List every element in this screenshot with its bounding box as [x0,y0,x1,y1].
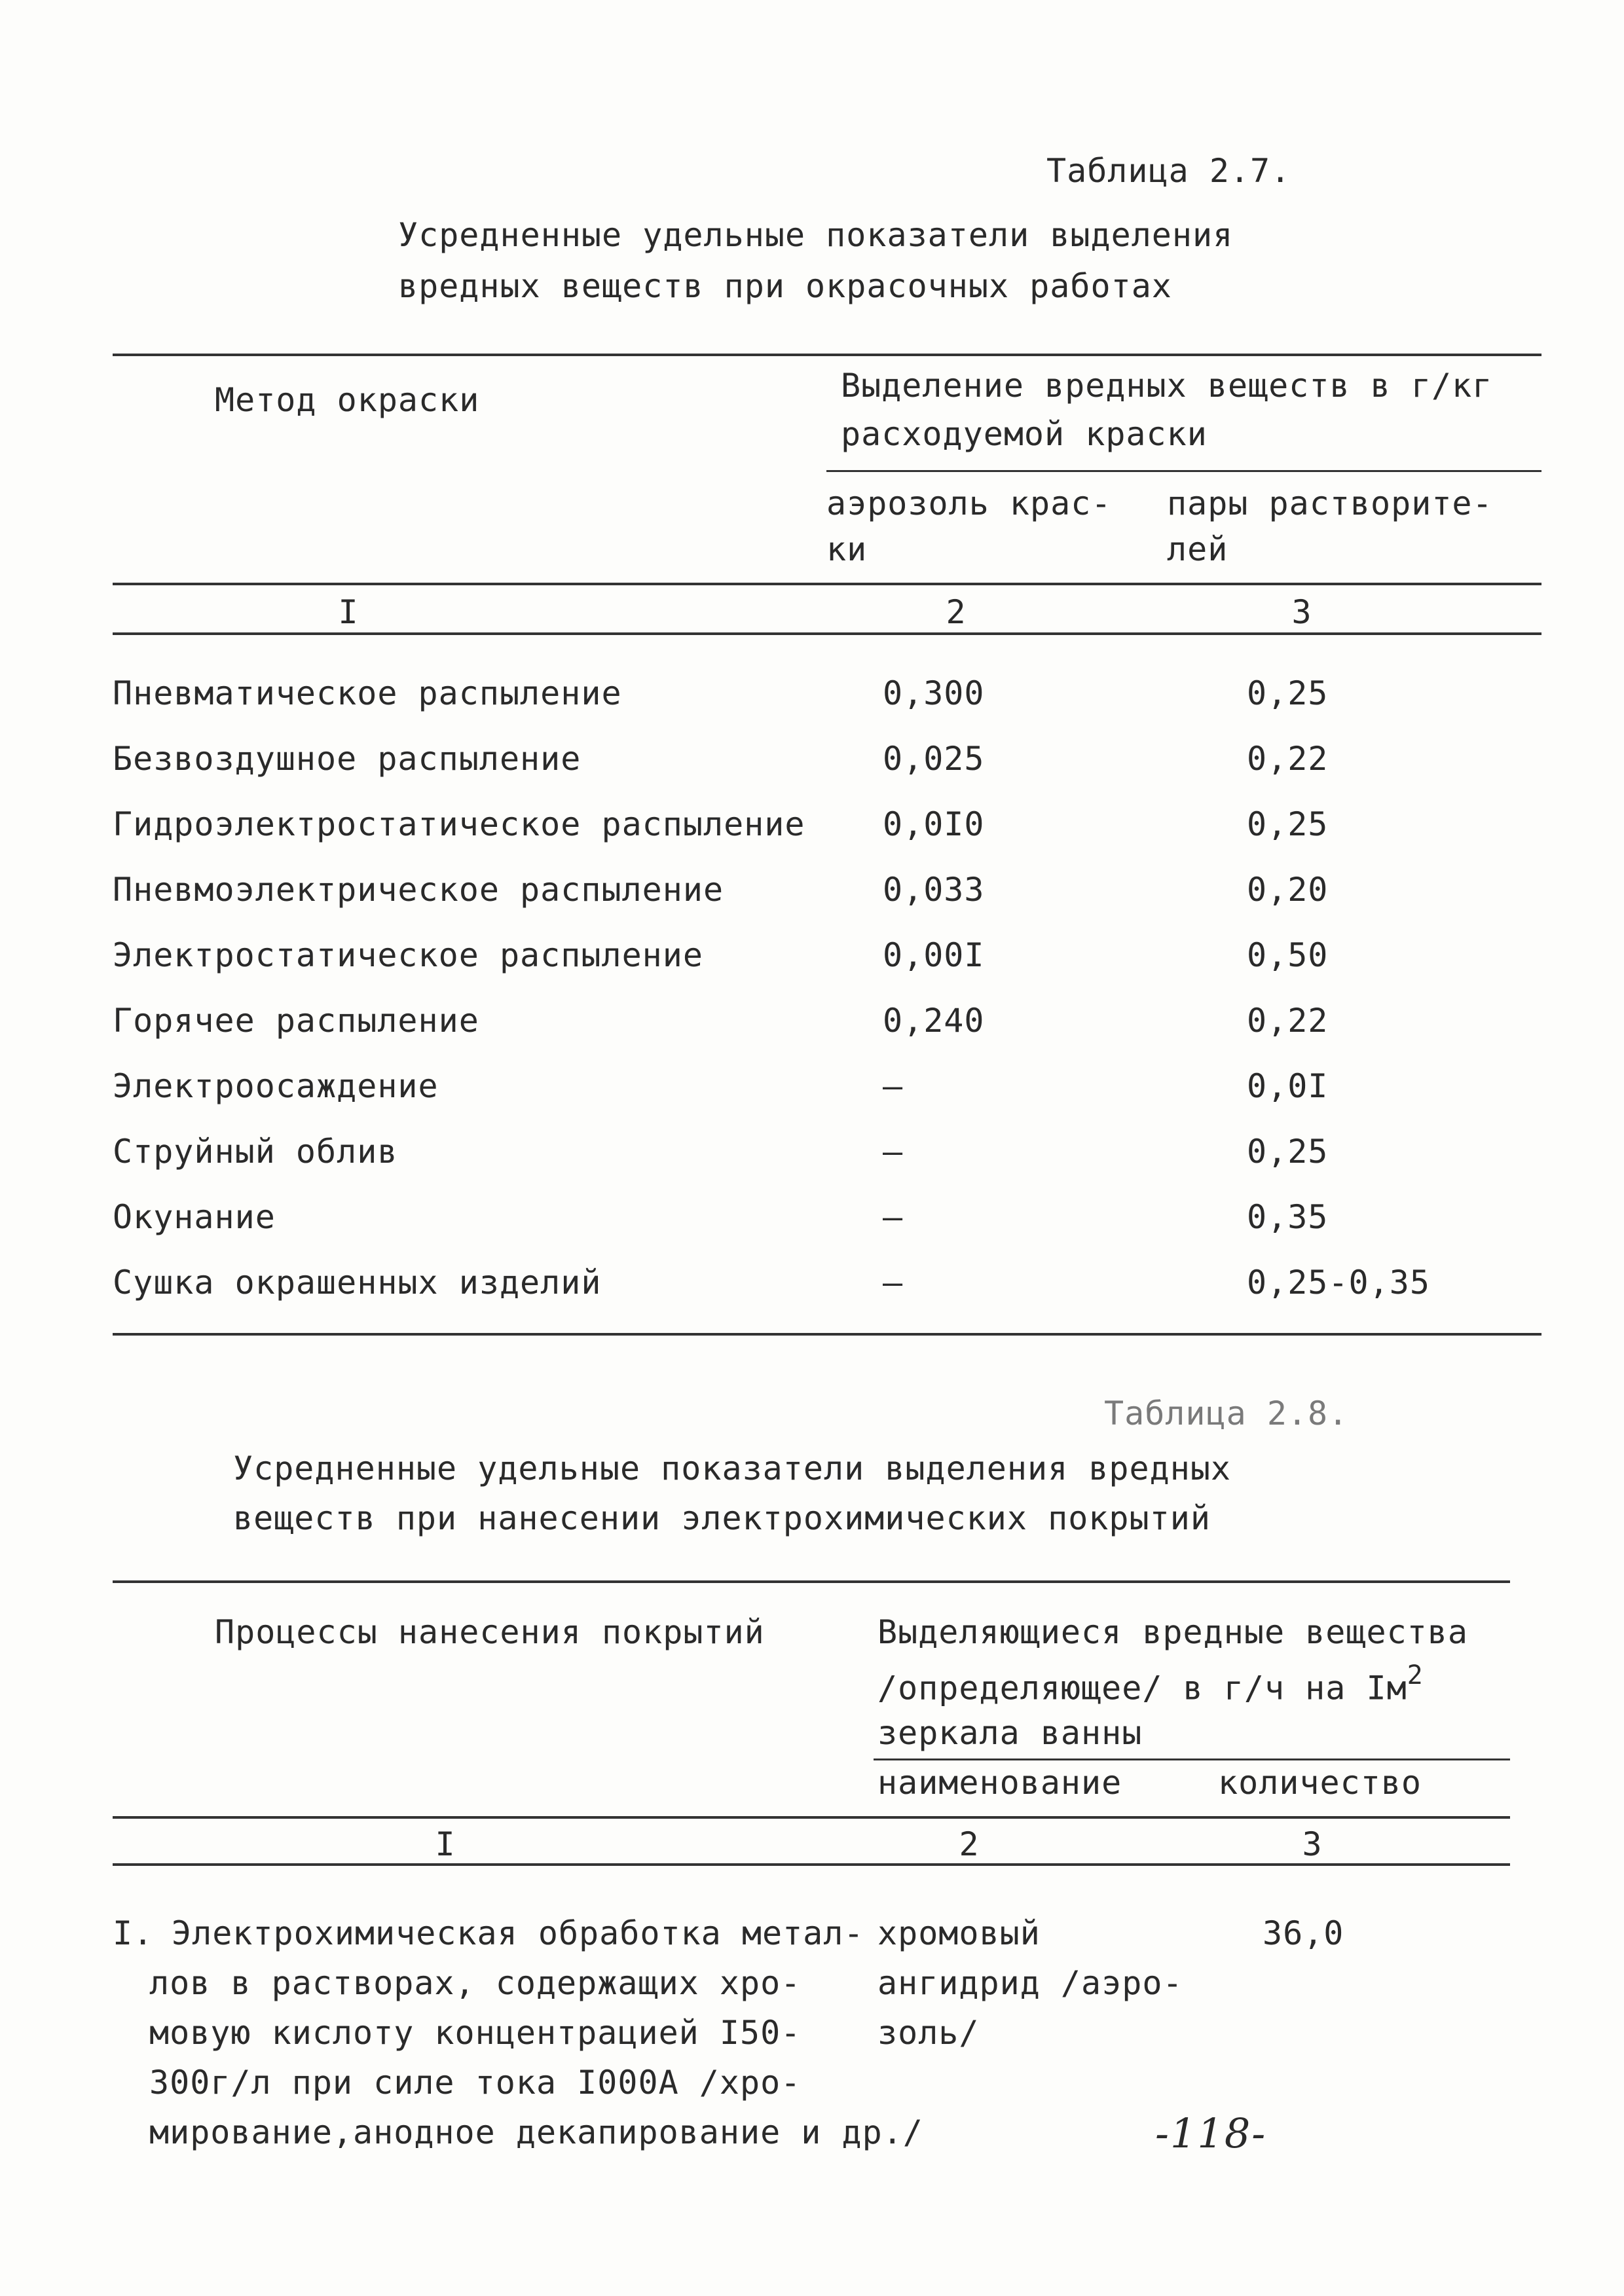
table1-row-method: Струйный облив [113,1133,398,1171]
table2-header-group-line1: Выделяющиеся вредные вещества [877,1613,1468,1651]
table2-header-group-line3: зеркала ванны [877,1714,1143,1752]
table2-col-num-2: 2 [959,1825,980,1863]
table2-header-group-sup: 2 [1407,1660,1424,1690]
table2-title-line2: веществ при нанесении электрохимических покрытий [233,1499,1211,1537]
table1-header-aerosol-line1: аэрозоль крас- [826,484,1112,522]
table2-col-num-1: I [435,1825,456,1863]
table1-row-vapor: 0,35 [1247,1198,1329,1236]
table1-bottom-rule [113,1333,1541,1336]
table2-header-group-line2 [877,1660,1424,1707]
table1-subheader-rule [826,470,1541,472]
table1-row-vapor: 0,25 [1247,1133,1329,1171]
table2-title-line1: Усредненные удельные показатели выделения вредных [233,1449,1232,1487]
table2-row-process-line4: 300г/л при силе тока I000А /хро- [149,2064,802,2102]
table1-header-aerosol-line2: ки [826,530,868,568]
table1-row-vapor: 0,25 [1247,805,1329,843]
table1-row-aerosol: 0,033 [883,871,985,909]
table1-row-vapor: 0,0I [1247,1067,1329,1105]
table1-row-method: Электроосаждение [113,1067,439,1105]
table2-row-process-line2: лов в растворах, содержащих хро- [149,1964,802,2002]
table2-row-amount: 36,0 [1263,1914,1344,1952]
table1-row-aerosol: – [883,1067,904,1105]
table2-label: Таблица 2.8. [1104,1394,1349,1432]
table1-row-method: Окунание [113,1198,276,1236]
table1-row-vapor: 0,25-0,35 [1247,1264,1430,1302]
table2-row-substance-line1: хромовый [877,1914,1041,1952]
table1-row-aerosol: 0,00I [883,936,985,974]
table1-row-method: Сушка окрашенных изделий [113,1264,602,1302]
table1-numbers-rule [113,632,1541,635]
table1-row-method: Гидроэлектростатическое распыление [113,805,805,843]
table1-label: Таблица 2.7. [1046,152,1291,190]
table2-header-group-text: /определяющее/ в г/ч на Iм [877,1669,1407,1707]
table1-row-aerosol: 0,025 [883,740,985,778]
table1-col-num-3: 3 [1291,593,1312,631]
table1-row-vapor: 0,25 [1247,674,1329,712]
table1-row-vapor: 0,20 [1247,871,1329,909]
table1-row-aerosol: 0,300 [883,674,985,712]
table1-col-num-1: I [338,593,359,631]
table1-header-rule [113,583,1541,585]
page-number: -118- [1155,2109,1267,2157]
table1-col-num-2: 2 [946,593,967,631]
table1-row-aerosol: 0,0I0 [883,805,985,843]
table1-row-method: Пневмоэлектрическое распыление [113,871,724,909]
table1-header-vapor-line2: лей [1167,530,1228,568]
table1-row-aerosol: – [883,1133,904,1171]
table1-title-line1: Усредненные удельные показатели выделения [398,216,1234,254]
table1-row-method: Безвоздушное распыление [113,740,581,778]
table1-row-method: Пневматическое распыление [113,674,622,712]
table2-row-substance-line2: ангидрид /аэро- [877,1964,1183,2002]
table1-row-vapor: 0,22 [1247,740,1329,778]
table2-row-process-line5: мирование,анодное декапирование и др./ [149,2113,923,2151]
table1-title-line2: вредных веществ при окрасочных работах [398,267,1172,305]
table1-row-method: Электростатическое распыление [113,936,703,974]
table1-row-aerosol: – [883,1264,904,1302]
table1-header-group-line2: расходуемой краски [841,415,1208,453]
table2-header-name: наименование [877,1764,1122,1802]
table1-row-method: Горячее распыление [113,1002,479,1040]
table2-subheader-rule [874,1758,1510,1760]
table1-header-group-line1: Выделение вредных веществ в г/кг [841,367,1493,405]
table1-row-vapor: 0,50 [1247,936,1329,974]
table2-row-substance-line3: золь/ [877,2014,980,2052]
table1-row-vapor: 0,22 [1247,1002,1329,1040]
table2-row-process-line1: Электрохимическая обработка метал- [172,1914,864,1952]
table2-header-rule [113,1816,1510,1819]
table1-row-aerosol: 0,240 [883,1002,985,1040]
table1-row-aerosol: – [883,1198,904,1236]
table2-top-rule [113,1580,1510,1583]
table2-row-number: I. [113,1914,154,1952]
table2-header-amount: количество [1218,1764,1422,1802]
table2-header-process: Процессы нанесения покрытий [215,1613,765,1651]
table2-col-num-3: 3 [1302,1825,1323,1863]
table1-top-rule [113,354,1541,356]
table2-row-process-line3: мовую кислоту концентрацией I50- [149,2014,802,2052]
table1-header-method: Метод окраски [215,381,480,419]
table1-header-vapor-line1: пары растворите- [1167,484,1493,522]
table2-numbers-rule [113,1863,1510,1866]
